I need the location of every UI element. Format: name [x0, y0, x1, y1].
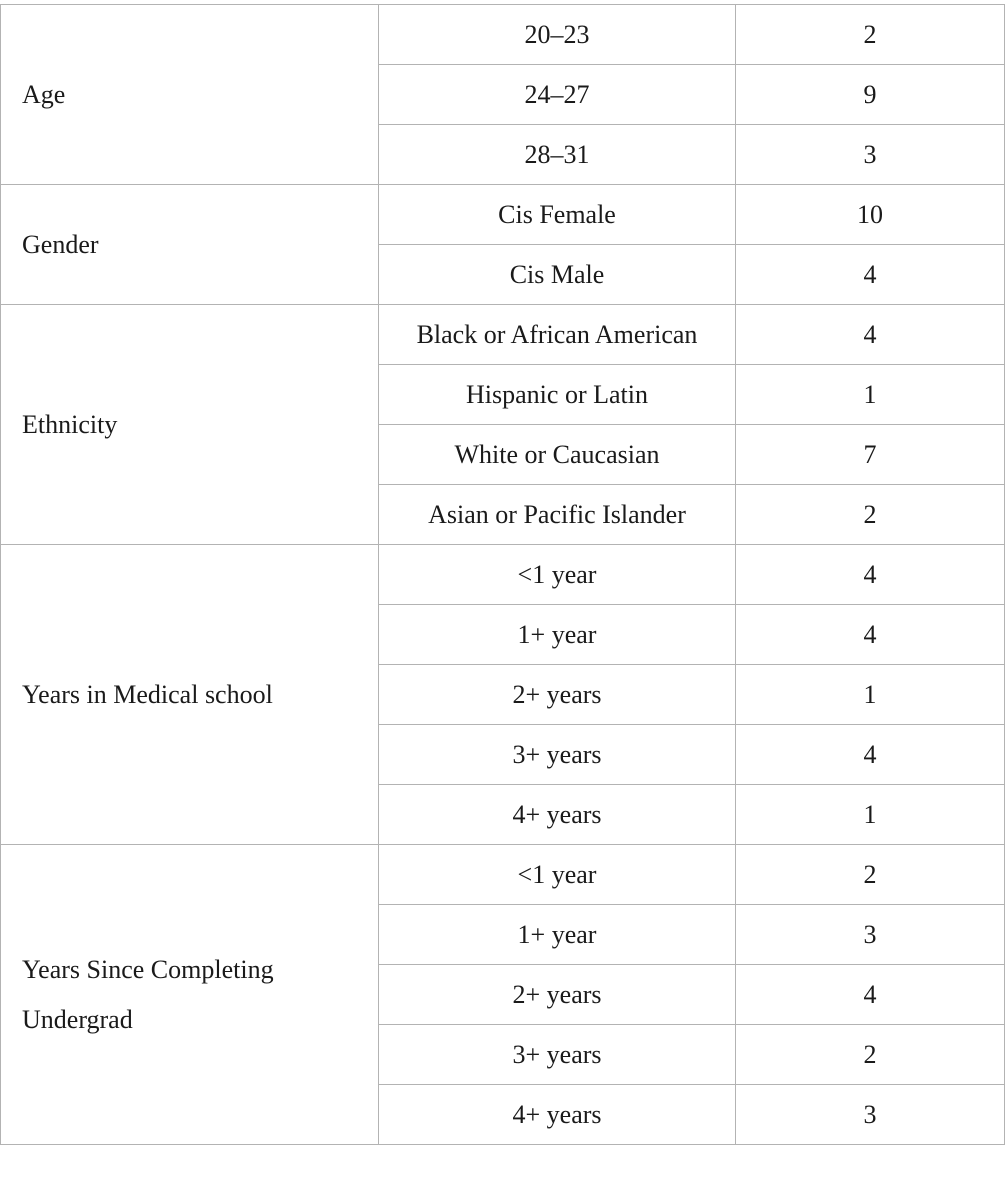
count-cell: 4 — [736, 305, 1005, 365]
count-cell: 4 — [736, 605, 1005, 665]
count-cell: 2 — [736, 5, 1005, 65]
category-cell: Years Since Completing Undergrad — [1, 845, 379, 1145]
subcategory-cell: Asian or Pacific Islander — [379, 485, 736, 545]
category-cell: Ethnicity — [1, 305, 379, 545]
demographics-table — [0, 4, 1005, 1145]
subcategory-cell: 1+ year — [379, 605, 736, 665]
subcategory-cell: Black or African American — [379, 305, 736, 365]
subcategory-cell: Cis Female — [379, 185, 736, 245]
subcategory-cell: Cis Male — [379, 245, 736, 305]
subcategory-cell: 2+ years — [379, 665, 736, 725]
table-row — [1, 545, 1005, 605]
count-cell: 7 — [736, 425, 1005, 485]
table-row — [1, 845, 1005, 905]
count-cell: 2 — [736, 485, 1005, 545]
subcategory-cell: 20–23 — [379, 5, 736, 65]
count-cell: 3 — [736, 905, 1005, 965]
count-cell: 1 — [736, 785, 1005, 845]
count-cell: 9 — [736, 65, 1005, 125]
count-cell: 3 — [736, 1085, 1005, 1145]
table-row — [1, 185, 1005, 245]
table-row — [1, 305, 1005, 365]
count-cell: 10 — [736, 185, 1005, 245]
subcategory-cell: 3+ years — [379, 1025, 736, 1085]
category-cell: Age — [1, 5, 379, 185]
count-cell: 4 — [736, 725, 1005, 785]
subcategory-cell: 28–31 — [379, 125, 736, 185]
subcategory-cell: 1+ year — [379, 905, 736, 965]
subcategory-cell: <1 year — [379, 545, 736, 605]
subcategory-cell: Hispanic or Latin — [379, 365, 736, 425]
count-cell: 4 — [736, 245, 1005, 305]
subcategory-cell: 24–27 — [379, 65, 736, 125]
subcategory-cell: 4+ years — [379, 785, 736, 845]
count-cell: 1 — [736, 365, 1005, 425]
category-cell: Gender — [1, 185, 379, 305]
subcategory-cell: <1 year — [379, 845, 736, 905]
count-cell: 2 — [736, 1025, 1005, 1085]
count-cell: 4 — [736, 965, 1005, 1025]
subcategory-cell: White or Caucasian — [379, 425, 736, 485]
category-cell: Years in Medical school — [1, 545, 379, 845]
subcategory-cell: 3+ years — [379, 725, 736, 785]
subcategory-cell: 2+ years — [379, 965, 736, 1025]
subcategory-cell: 4+ years — [379, 1085, 736, 1145]
count-cell: 4 — [736, 545, 1005, 605]
table-row — [1, 5, 1005, 65]
count-cell: 3 — [736, 125, 1005, 185]
count-cell: 2 — [736, 845, 1005, 905]
count-cell: 1 — [736, 665, 1005, 725]
